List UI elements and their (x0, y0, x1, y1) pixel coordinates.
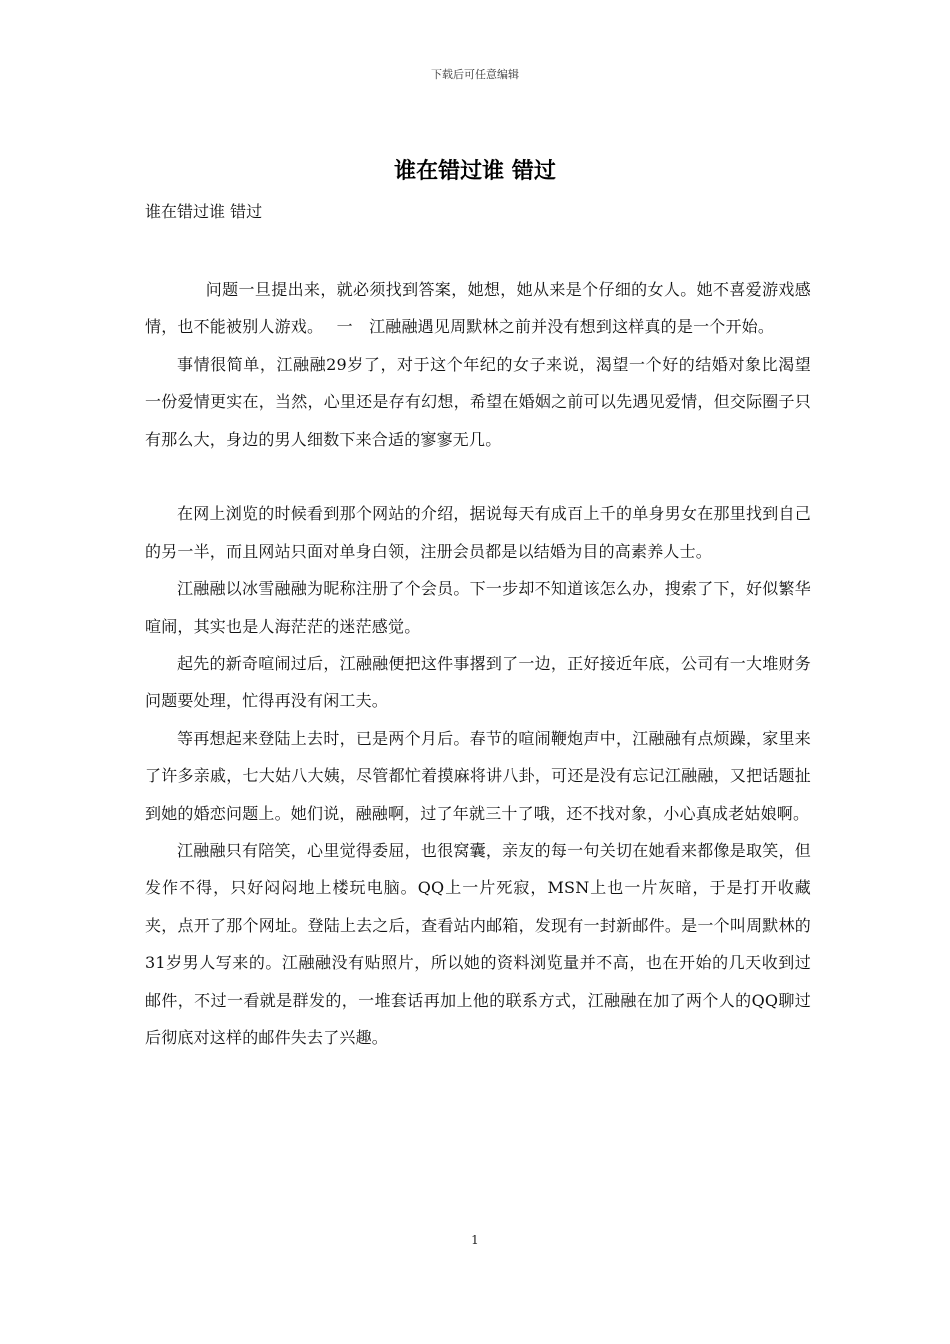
document-subtitle: 谁在错过谁 错过 (145, 202, 263, 221)
paragraph: 事情很简单，江融融29岁了，对于这个年纪的女子来说，渴望一个好的结婚对象比渴望一份爱情更实在，当然，心里还是存有幻想，希望在婚姻之前可以先遇见爱情，但交际圈子只有那么大，身边的男人细数下来合适的寥寥无几。 (145, 354, 811, 449)
page-header: 下载后可任意编辑 (431, 68, 519, 81)
paragraph: 江融融只有陪笑，心里觉得委屈，也很窝囊，亲友的每一句关切在她看来都像是取笑，但发作不得，只好闷闷地上楼玩电脑。QQ上一片死寂，MSN上也一片灰暗，于是打开收藏夹，点开了那个网址。登陆上去之后，查看站内邮箱，发现有一封新邮件。是一个叫周默林的31岁男人写来的。江融融没有贴照片，所以她的资料浏览量并不高，也在开始的几天收到过邮件，不过一看就是群发的，一堆套话再加上他的联系方式，江融融在加了两个人的QQ聊过后彻底对这样的邮件失去了兴趣。 (145, 841, 811, 1048)
paragraph: 在网上浏览的时候看到那个网站的介绍，据说每天有成百上千的单身男女在那里找到自己的另一半，而且网站只面对单身白领，注册会员都是以结婚为目的高素养人士。 (145, 504, 811, 561)
document-title: 谁在错过谁 错过 (394, 159, 556, 184)
document-body (145, 271, 811, 1057)
page-number: 1 (471, 1233, 479, 1247)
paragraph-spacer (145, 458, 811, 495)
paragraph: 等再想起来登陆上去时，已是两个月后。春节的喧闹鞭炮声中，江融融有点烦躁，家里来了许多亲戚，七大姑八大姨，尽管都忙着摸麻将讲八卦，可还是没有忘记江融融，又把话题扯到她的婚恋问题上。她们说，融融啊，过了年就三十了哦，还不找对象，小心真成老姑娘啊。 (145, 728, 811, 823)
paragraph: 江融融以冰雪融融为昵称注册了个会员。下一步却不知道该怎么办，搜索了下，好似繁华喧闹，其实也是人海茫茫的迷茫感觉。 (145, 579, 811, 636)
paragraph: 问题一旦提出来，就必须找到答案，她想，她从来是个仔细的女人。她不喜爱游戏感情，也不能被别人游戏。 一 江融融遇见周默林之前并没有想到这样真的是一个开始。 (145, 280, 811, 337)
paragraph: 起先的新奇喧闹过后，江融融便把这件事撂到了一边，正好接近年底，公司有一大堆财务问题要处理，忙得再没有闲工夫。 (145, 654, 811, 711)
